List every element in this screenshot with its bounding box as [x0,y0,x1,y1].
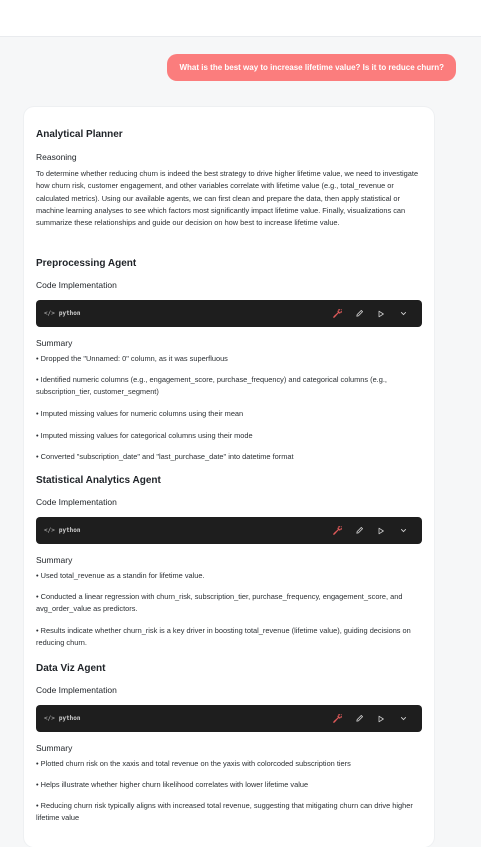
wrench-icon[interactable] [332,309,342,319]
user-message-bubble: What is the best way to increase lifetime value? Is it to reduce churn? [167,54,456,81]
code-language [44,300,81,327]
list-item: • Helps illustrate whether higher churn likelihood correlates with lower lifetime value [36,780,309,789]
play-icon[interactable] [376,526,386,536]
agent-title: Statistical Analytics Agent [36,475,161,486]
play-icon[interactable] [376,309,386,319]
summary-heading: Summary [36,338,73,348]
reasoning-text: To determine whether reducing churn is indeed the best strategy to drive higher lifetime value, we need to investigate how churn risk, customer engagement, and other variables correlate with lifetime value (e.g., total_revenue or calculated metrics). Using our available agents, we can first clean and prepare the data, then apply statistical or machine learning analyses to see which factors most significantly impact lifetime value. Finally, visualizations can summarize these relationships and guide our decision on how best to increase lifetime value. [36,169,419,228]
code-block-bar[interactable] [36,300,422,327]
wrench-icon[interactable] [332,526,342,536]
list-item: • Conducted a linear regression with churn_risk, subscription_tier, purchase_frequency, engagement_score, and avg_order_value as predictors. [36,592,403,614]
code-block-bar[interactable] [36,705,422,732]
reasoning-heading: Reasoning [36,152,77,162]
pencil-icon[interactable] [354,714,364,724]
list-item: • Imputed missing values for categorical columns using their mode [36,431,253,440]
code-language-label: python [58,310,81,317]
code-toolbar [332,517,408,544]
code-tag-icon: </> [44,715,55,722]
list-item: • Dropped the "Unnamed: 0" column, as it was superfluous [36,354,228,363]
summary-heading: Summary [36,743,73,753]
code-language [44,517,81,544]
code-tag-icon: </> [44,527,55,534]
code-heading: Code Implementation [36,497,117,507]
code-toolbar [332,300,408,327]
list-item: • Plotted churn risk on the xaxis and total revenue on the yaxis with colorcoded subscription tiers [36,759,351,768]
assistant-response-card [24,107,434,847]
list-item: • Identified numeric columns (e.g., engagement_score, purchase_frequency) and categorical columns (e.g., subscription_tier, customer_segment) [36,375,387,397]
code-block-bar[interactable] [36,517,422,544]
list-item: • Reducing churn risk typically aligns with increased total revenue, suggesting that mitigating churn can drive higher lifetime value [36,801,413,823]
code-language-label: python [58,527,81,534]
agent-title: Data Viz Agent [36,663,106,674]
code-heading: Code Implementation [36,280,117,290]
code-language-label: python [58,715,81,722]
chevron-down-icon[interactable] [398,526,408,536]
code-tag-icon: </> [44,310,55,317]
wrench-icon[interactable] [332,714,342,724]
code-language [44,705,81,732]
pencil-icon[interactable] [354,526,364,536]
agent-title: Preprocessing Agent [36,258,137,269]
list-item: • Converted "subscription_date" and "last_purchase_date" into datetime format [36,452,294,461]
list-item: • Imputed missing values for numeric columns using their mean [36,409,244,418]
chevron-down-icon[interactable] [398,714,408,724]
code-toolbar [332,705,408,732]
play-icon[interactable] [376,714,386,724]
pencil-icon[interactable] [354,309,364,319]
list-item: • Results indicate whether churn_risk is a key driver in boosting total_revenue (lifetime value), guiding decisions on reducing churn. [36,626,411,648]
planner-title: Analytical Planner [36,129,123,140]
list-item: • Used total_revenue as a standin for lifetime value. [36,571,205,580]
code-heading: Code Implementation [36,685,117,695]
summary-heading: Summary [36,555,73,565]
chevron-down-icon[interactable] [398,309,408,319]
top-bar [0,0,481,37]
